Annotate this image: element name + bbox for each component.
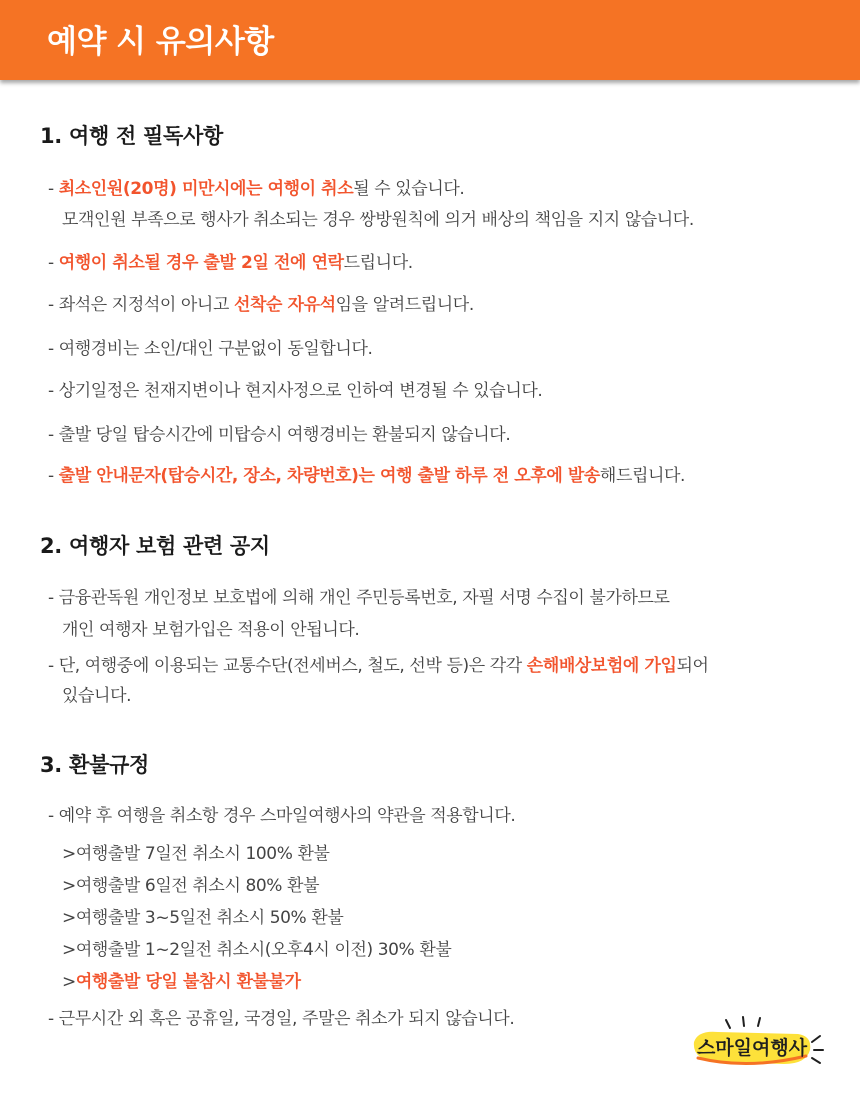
section-title-pre-travel: 1. 여행 전 필독사항 bbox=[40, 124, 223, 148]
refund-rule: >여행출발 7일전 취소시 100% 환불 bbox=[62, 844, 330, 864]
refund-rule: >여행출발 당일 불참시 환불불가 bbox=[62, 972, 301, 992]
notice-line: - 단, 여행중에 이용되는 교통수단(전세버스, 철도, 선박 등)은 각각 손해배상보험에 가입되어 bbox=[48, 656, 709, 676]
notice-line: 모객인원 부족으로 행사가 취소되는 경우 쌍방원칙에 의거 배상의 책임을 지지 않습니다. bbox=[62, 210, 694, 230]
notice-line: - 예약 후 여행을 취소항 경우 스마일여행사의 약관을 적용합니다. bbox=[48, 806, 516, 826]
refund-rule: >여행출발 1~2일전 취소시(오후4시 이전) 30% 환불 bbox=[62, 940, 452, 960]
highlight-text: 여행이 취소될 경우 출발 2일 전에 연락 bbox=[58, 253, 344, 273]
refund-rule: >여행출발 3~5일전 취소시 50% 환불 bbox=[62, 908, 344, 928]
highlight-text: 여행출발 당일 불참시 환불불가 bbox=[75, 972, 301, 992]
notice-line: - 출발 안내문자(탑승시간, 장소, 차량번호)는 여행 출발 하루 전 오후에 발송해드립니다. bbox=[48, 466, 686, 486]
page-title: 예약 시 유의사항 bbox=[47, 24, 274, 60]
refund-rule: >여행출발 6일전 취소시 80% 환불 bbox=[62, 876, 320, 896]
section-title-refund: 3. 환불규정 bbox=[40, 753, 149, 777]
notice-line: - 최소인원(20명) 미만시에는 여행이 취소될 수 있습니다. bbox=[48, 179, 465, 199]
highlight-text: 출발 안내문자(탑승시간, 장소, 차량번호)는 여행 출발 하루 전 오후에 발송 bbox=[58, 466, 600, 486]
highlight-text: 선착순 자유석 bbox=[233, 295, 336, 315]
smile-travel-logo bbox=[688, 1012, 828, 1074]
highlight-text: 최소인원(20명) 미만시에는 여행이 취소 bbox=[58, 179, 354, 199]
notice-line: 개인 여행자 보험가입은 적용이 안됩니다. bbox=[62, 620, 360, 640]
highlight-text: 손해배상보험에 가입 bbox=[526, 656, 677, 676]
notice-line: - 좌석은 지정석이 아니고 선착순 자유석임을 알려드립니다. bbox=[48, 295, 474, 315]
notice-line: - 여행이 취소될 경우 출발 2일 전에 연락드립니다. bbox=[48, 253, 413, 273]
notice-line: 있습니다. bbox=[62, 686, 132, 706]
header-bar bbox=[0, 0, 860, 80]
notice-line: - 금융관독원 개인정보 보호법에 의해 개인 주민등록번호, 자필 서명 수집이 불가하므로 bbox=[48, 588, 670, 608]
notice-line: - 근무시간 외 혹은 공휴일, 국경일, 주말은 취소가 되지 않습니다. bbox=[48, 1009, 515, 1029]
notice-line: - 상기일정은 천재지변이나 현지사정으로 인하여 변경될 수 있습니다. bbox=[48, 381, 543, 401]
section-title-insurance: 2. 여행자 보험 관련 공지 bbox=[40, 534, 270, 558]
notice-line: - 여행경비는 소인/대인 구분없이 동일합니다. bbox=[48, 339, 373, 359]
notice-line: - 출발 당일 탑승시간에 미탑승시 여행경비는 환불되지 않습니다. bbox=[48, 425, 511, 445]
logo-text: 스마일여행사 bbox=[696, 1037, 808, 1059]
